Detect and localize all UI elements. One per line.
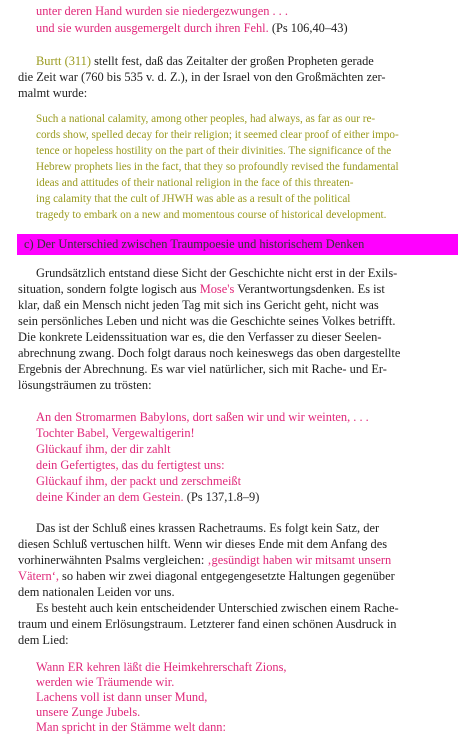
song-line: Lachens voll ist dann unser Mund, [36,690,208,704]
paragraph-line: dem Lied: [18,633,69,647]
song-line: werden wie Träumende wir. [36,675,175,689]
psalm-line: Glückauf ihm, der dir zahlt [36,442,171,456]
english-quote-line: ideas and attitudes of their national religion in the face of this threaten- [36,177,354,189]
english-quote-line: tragedy to embark on a new and momentous course of historical development. [36,209,387,221]
inline-quote: ‚gesündigt haben wir mitsamt unsern [207,553,392,567]
section-heading: c) Der Unterschied zwischen Traumpoesie und historischem Denken [24,237,365,251]
quote-text: und sie wurden ausgemergelt durch ihren Fehl. [36,21,269,35]
sentence-text: so haben wir zwei diagonal entgegengesetzte Haltungen gegenüber [62,569,395,583]
burtt-line-3: malmt wurde: [18,86,88,100]
psalm-reference: (Ps 137,1.8–9) [186,490,260,504]
song-line: Man spricht in der Stämme welt dann: [36,720,226,734]
sentence-text: vorhinerwähnten Psalms vergleichen: [18,553,205,567]
paragraph-line: Das ist der Schluß eines krassen Rachetraums. Es folgt kein Satz, der [36,521,380,535]
paragraph-line [18,553,391,568]
name-reference: Mose's [199,282,235,296]
english-quote-line: Such a national calamity, among other peoples, had always, as far as our re- [36,113,376,125]
sentence-text: stellt fest, daß das Zeitalter der großen Propheten gerade [94,54,374,68]
paragraph-line: klar, daß ein Mensch nicht jeden Tag mit sich ins Gericht geht, nicht was [18,298,379,312]
paragraph-line: Ergebnis der Abrechnung. Es war viel natürlicher, sich mit Rache- und Er- [18,362,387,376]
paragraph-line: Es besteht auch kein entscheidender Unterschied zwischen einem Rache- [36,601,399,615]
paragraph-line: Grundsätzlich entstand diese Sicht der Geschichte nicht erst in der Exils- [36,266,398,280]
paragraph-line: Die konkrete Leidenssituation war es, die den Verfasser zu dieser Seelen- [18,330,382,344]
sentence-text: situation, sondern folgte logisch aus [18,282,197,296]
psalm-line: An den Stromarmen Babylons, dort saßen wir und wir weinten, . . . [36,410,369,424]
english-quote-line: Hebrew prophets lies in the fact, that they so profoundly revised the fundamental [36,161,399,173]
paragraph-line: abrechnung zwang. Doch folgt daraus noch keineswegs das oben dargestellte [18,346,401,360]
english-quote-line: tence or hopeless hostility on the part of their divinities. The significance of the [36,145,392,157]
quote-line-with-ref [36,21,348,36]
burtt-line-1 [36,54,374,69]
song-line: Wann ER kehren läßt die Heimkehrerschaft Zions, [36,660,287,674]
paragraph-line: sein persönliches Leben und nicht was die Geschichte seines Volkes betrifft. [18,314,396,328]
sentence-text: Verantwortungsdenken. Es ist [237,282,385,296]
burtt-line-2: die Zeit war (760 bis 535 v. d. Z.), in der Israel von den Großmächten zer- [18,70,386,84]
paragraph-line: diesen Schluß vertuschen hilft. Wenn wir dieses Ende mit dem Anfang des [18,537,388,551]
psalm-line-with-ref [36,490,259,505]
paragraph-line [18,282,385,297]
paragraph-line: lösungsträumen zu trösten: [18,378,152,392]
song-line: unsere Zunge Jubels. [36,705,141,719]
author-reference: Burtt (311) [36,54,91,68]
quote-line: unter deren Hand wurden sie niedergezwungen . . . [36,4,288,18]
psalm-text: deine Kinder an dem Gestein. [36,490,184,504]
english-quote-line: ing calamity that the cult of JHWH was able as a result of the political [36,193,351,205]
paragraph-line [18,569,395,584]
psalm-line: Tochter Babel, Vergewaltigerin! [36,426,195,440]
psalm-line: Glückauf ihm, der packt und zerschmeißt [36,474,242,488]
english-quote-line: cords show, spelled decay for their religion; it seemed clear proof of either impo- [36,129,399,141]
psalm-line: dein Gefertigtes, das du fertigtest uns: [36,458,225,472]
paragraph-line: traum und einem Erlösungstraum. Letzterer fand einen schönen Ausdruck in [18,617,397,631]
paragraph-line: dem nationalen Leiden vor uns. [18,585,175,599]
psalm-reference: (Ps 106,40–43) [271,21,348,35]
inline-quote: Vätern‘, [18,569,59,583]
